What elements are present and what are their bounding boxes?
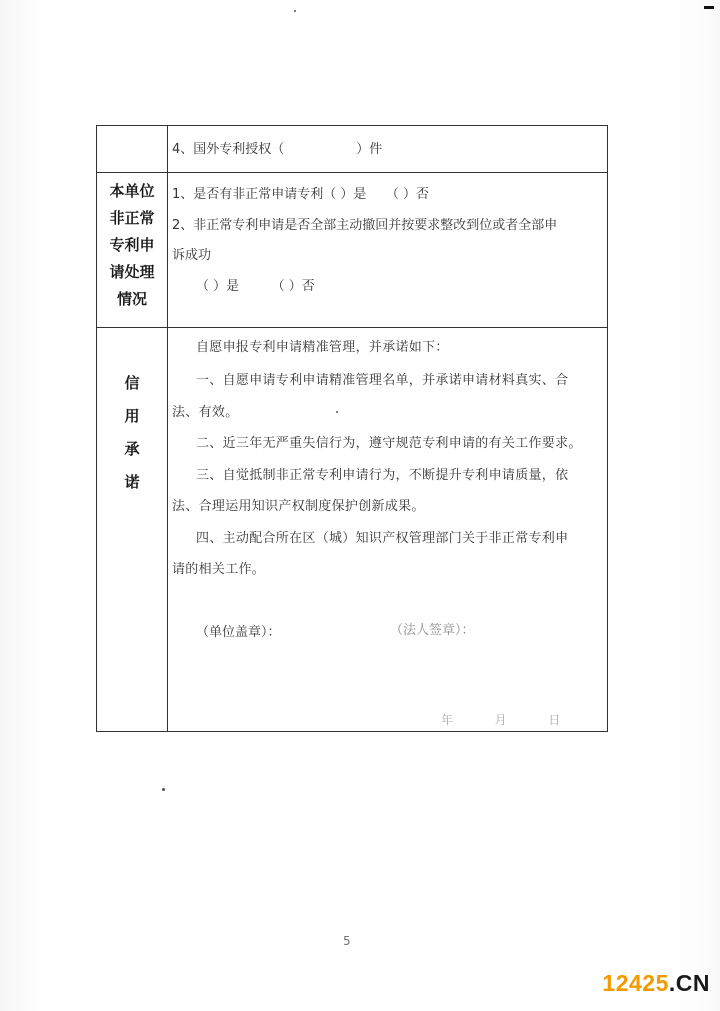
abnormal-question-2-line2: 诉成功 — [172, 248, 212, 263]
credit-point-4-line2: 请的相关工作。 — [172, 562, 266, 577]
watermark-domain: .CN — [668, 970, 710, 996]
corner-mark — [704, 6, 714, 9]
abnormal-label-line: 本单位 — [109, 182, 155, 200]
abnormal-label-line: 请处理 — [109, 263, 155, 281]
abnormal-question-1: 1、是否有非正常申请专利（ ）是 （ ）否 — [172, 187, 430, 202]
abnormal-question-2-line1: 2、非正常专利申请是否全部主动撤回并按要求整改到位或者全部申 — [172, 218, 558, 233]
credit-label-char: 信 — [124, 374, 140, 392]
scan-speck — [294, 10, 296, 12]
row-foreign-patent-label-cell — [97, 126, 168, 173]
credit-label-char: 承 — [124, 440, 140, 458]
credit-point-2: 二、近三年无严重失信行为，遵守规范专利申请的有关工作要求。 — [196, 436, 582, 451]
date-year: 年 — [441, 713, 454, 727]
credit-label-char: 诺 — [124, 473, 140, 491]
abnormal-label-line: 情况 — [116, 290, 147, 308]
date-line — [441, 711, 560, 728]
page-number: 5 — [343, 934, 351, 948]
abnormal-label-line: 非正常 — [109, 209, 155, 227]
credit-point-4-line1: 四、主动配合所在区（城）知识产权管理部门关于非正常专利申 — [196, 531, 569, 546]
unit-seal-label: （单位盖章）： — [196, 625, 281, 640]
abnormal-question-2-options: （ ）是 （ ）否 — [196, 279, 315, 294]
foreign-patent-text-after: ）件 — [356, 142, 383, 157]
date-day: 日 — [548, 713, 561, 727]
foreign-patent-line — [172, 138, 382, 157]
credit-label-char: 用 — [124, 407, 140, 425]
credit-point-1-line2: 法、有效。 — [172, 405, 239, 420]
watermark-number: 12425 — [602, 970, 669, 996]
site-watermark — [602, 970, 710, 997]
credit-point-3-line2: 法、合理运用知识产权制度保护创新成果。 — [172, 499, 425, 514]
legal-rep-signature-label: （法人签章）： — [390, 623, 475, 638]
credit-intro: 自愿申报专利申请精准管理，并承诺如下： — [196, 340, 449, 355]
foreign-patent-text-before: 4、国外专利授权（ — [172, 142, 285, 157]
credit-point-1-line1: 一、自愿申请专利申请精准管理名单，并承诺申请材料真实、合 — [196, 373, 569, 388]
credit-point-3-line1: 三、自觉抵制非正常专利申请行为，不断提升专利申请质量，依 — [196, 468, 569, 483]
abnormal-section-label — [97, 178, 167, 313]
abnormal-label-line: 专利申 — [109, 236, 155, 254]
scan-speck — [162, 788, 165, 791]
date-month: 月 — [494, 713, 507, 727]
